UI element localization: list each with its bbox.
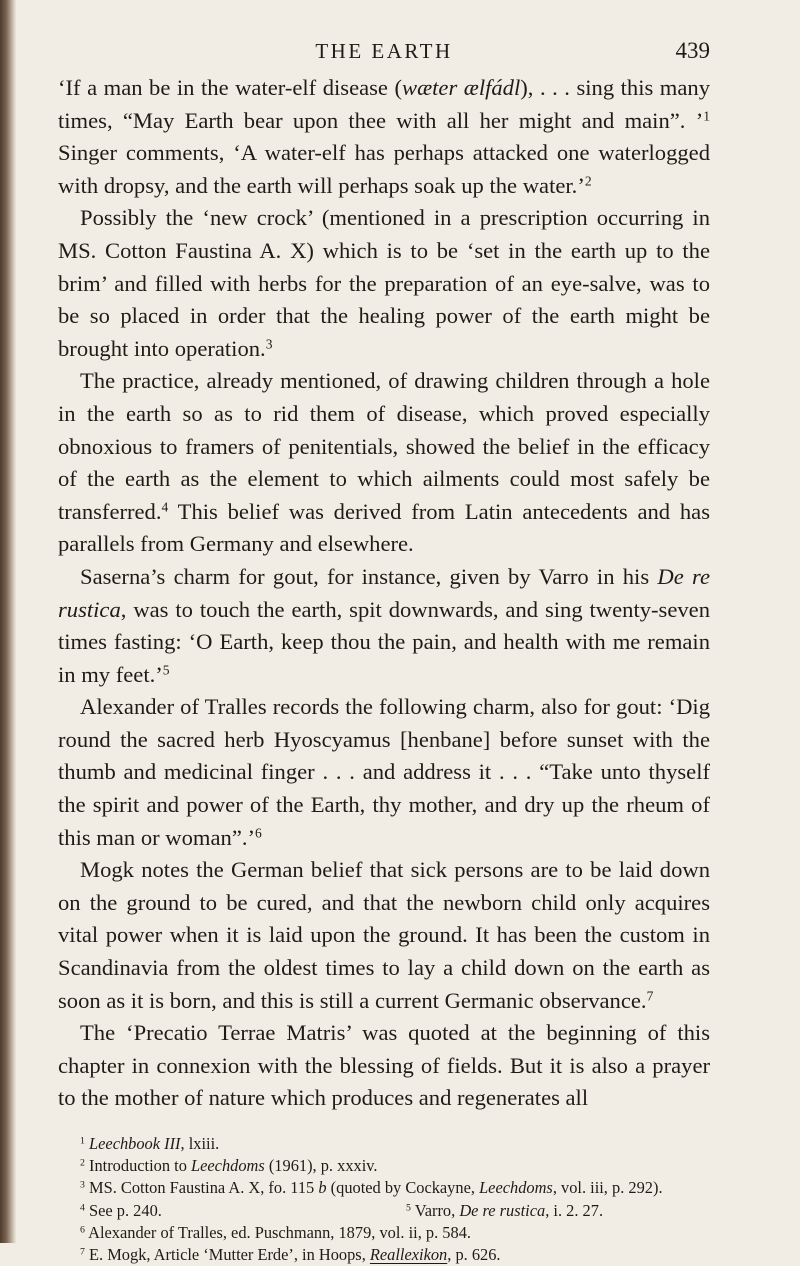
paragraph [58,365,710,561]
italic-text: Leechdoms [479,1178,553,1198]
footnote [58,1133,710,1155]
footnote [384,1200,710,1222]
text-run: , p. 626. [447,1245,501,1265]
text-run: , was to touch the earth, spit downwards, and sing twenty-seven times fasting: ‘O Earth, keep thou the pain, and health with me remain in my feet.’ [58,596,710,687]
paragraph [58,561,710,691]
footnote-marker: 2 [80,1157,85,1169]
italic-text: Leechdoms [191,1156,265,1176]
footnote-marker: 7 [80,1246,85,1258]
text-run: The practice, already mentioned, of drawing children through a hole in the earth so as to rid them of disease, which proved especially obnoxious to framers of penitentials, showed the belief in the efficacy of the earth as the element to which ailments could most safely be transferred. [58,368,710,524]
text-run: Introduction to [84,1156,191,1176]
text-run: See p. 240. [84,1200,162,1220]
footnote-marker: 4 [80,1202,85,1214]
text-run: Alexander of Tralles records the following charm, also for gout: ‘Dig round the sacred herb Hyoscyamus [henbane] before sunset with the thumb and medicinal finger . . . and address it . . . “Take unto thyself the spirit and power of the Earth, thy mother, and dry up the rheum of this man or woman”.’ [58,694,710,850]
text-run: MS. Cotton Faustina A. X, fo. 115 [84,1178,319,1198]
italic-text: Reallexikon [369,1245,448,1265]
italic-text: De re rustica [459,1200,546,1220]
text-run: E. Mogk, Article ‘Mutter Erde’, in Hoops, [84,1245,370,1265]
paragraph [58,1017,710,1115]
italic-text: b [318,1178,327,1198]
footnote [58,1177,710,1199]
paragraph [58,72,710,202]
text-run: Singer comments, ‘A water-elf has perhaps attacked one waterlogged with dropsy, and the earth will perhaps soak up the water.’ [58,140,710,198]
text-run: , lxiii. [180,1134,220,1153]
text-run: Saserna’s charm for gout, for instance, given by Varro in his [80,563,658,589]
footnote-marker: 1 [80,1135,85,1147]
paragraph [58,854,710,1017]
text-run: (quoted by Cockayne, [326,1178,480,1198]
text-run: , vol. iii, p. 292). [552,1178,663,1198]
text-run: Mogk notes the German belief that sick persons are to be laid down on the ground to be cured, and that the newborn child only acquires vital power when it is laid upon the ground. It has been the custom in Scandinavia from the oldest times to lay a child down on the earth as soon as it is born, and this is still a current Germanic observance. [58,857,710,1013]
footnotes [58,1133,710,1266]
italic-text: wæter ælfádl [402,75,521,100]
text-run: ‘If a man be in the water-elf disease ( [58,75,402,100]
running-head [58,30,710,72]
footnote-marker: 3 [265,336,273,352]
footnote [58,1244,710,1266]
book-binding-shadow [0,0,16,1243]
footnote-marker: 5 [406,1202,411,1214]
footnote [58,1155,710,1177]
page-number: 439 [675,38,710,63]
footnote [58,1222,710,1244]
footnote-marker: 6 [80,1224,85,1236]
italic-text: De re rustica [58,563,710,622]
footnote-marker: 4 [161,499,169,515]
footnote-marker: 3 [80,1180,85,1191]
paragraph [58,202,710,365]
footnote-marker: 5 [162,662,170,678]
text-run: , i. 2. 27. [545,1200,604,1220]
text-run: ), . . . sing this many times, “May Earth bear upon thee with all her might and main”. ’ [58,75,711,133]
text-run: Alexander of Tralles, ed. Puschmann, 1879, vol. ii, p. 584. [84,1222,471,1242]
footnote-marker: 1 [703,108,710,124]
text-run: Possibly the ‘new crock’ (mentioned in a prescription occurring in MS. Cotton Faustina A. X) which is to be ‘set in the earth up to the brim’ and filled with herbs for the preparation of an eye-salve, was to be so placed in order that the healing power of the earth might be brought into operation. [58,205,710,361]
text-run: The ‘Precatio Terrae Matris’ was quoted at the beginning of this chapter in connexion with the blessing of fields. But it is also a prayer to the mother of nature which produces and regenerates all [58,1020,710,1111]
text-run: (1961), p. xxxiv. [264,1156,378,1176]
text-run: This belief was derived from Latin antecedents and has parallels from Germany and elsewhere. [58,498,710,557]
footnote-row [58,1200,710,1222]
footnote-marker: 7 [646,988,654,1004]
running-head-title: THE EARTH [315,39,453,63]
paragraph [58,691,710,854]
footnote-marker: 6 [255,825,262,841]
book-page [58,30,710,1266]
text-run: Varro, [410,1200,460,1220]
italic-text: Leechbook III [89,1134,181,1153]
footnote [58,1200,384,1222]
footnote-marker: 2 [584,173,592,189]
body-text [58,72,710,1115]
